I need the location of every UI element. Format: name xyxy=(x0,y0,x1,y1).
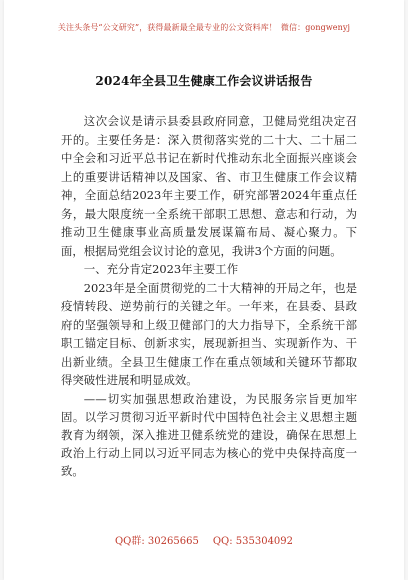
promo-text: 关注头条号“公文研究”，获得最新最全最专业的公文资料库！ xyxy=(57,23,277,32)
qq-group-number: QQ群: 30265665 xyxy=(114,536,199,547)
qq-contact-number: QQ: 535304092 xyxy=(212,536,294,547)
wechat-id: 微信：gongwenyj xyxy=(280,23,351,32)
document-body xyxy=(61,112,357,480)
body-paragraph: 2023年是全面贯彻党的二十大精神的开局之年，也是疫情转段、逆势前行的关键之年。一年来，在县委、县政府的坚强领导和上级卫健部门的大力指导下，全系统干部职工锚定目标、创新求实，展现新担当、实现新作为、干出新业绩。全县卫生健康工作在重点领域和关键环节都取得突破性进展和明显成效。 xyxy=(61,280,357,387)
document-title: 2024年全县卫生健康工作会议讲话报告 xyxy=(95,74,313,88)
document-page xyxy=(4,0,404,580)
promo-header xyxy=(4,22,404,33)
contact-footer xyxy=(4,532,404,547)
intro-paragraph: 这次会议是请示县委县政府同意，卫健局党组决定召开的。主要任务是：深入贯彻落实党的二十大、二十届二中全会和习近平总书记在新时代推动东北全面振兴座谈会上的重要讲话精神以及国家、省、市卫生健康工作会议精神，全面总结2023年主要工作，研究部署2024年重点任务，最大限度统一全系统干部职工思想、意志和行动，为推动卫生健康事业高质量发展谋篇布局、凝心聚力。下面，根据局党组会议讨论的意见，我讲3个方面的问题。 xyxy=(61,114,357,258)
body-paragraph: ——切实加强思想政治建设，为民服务宗旨更加牢固。以学习贯彻习近平新时代中国特色社会主义思想主题教育为纲领，深入推进卫健系统党的建设，确保在思想上政治上行动上同以习近平同志为核心的党中央保持高度一致。 xyxy=(61,391,357,478)
section-heading: 一、充分肯定2023年主要工作 xyxy=(83,262,239,276)
